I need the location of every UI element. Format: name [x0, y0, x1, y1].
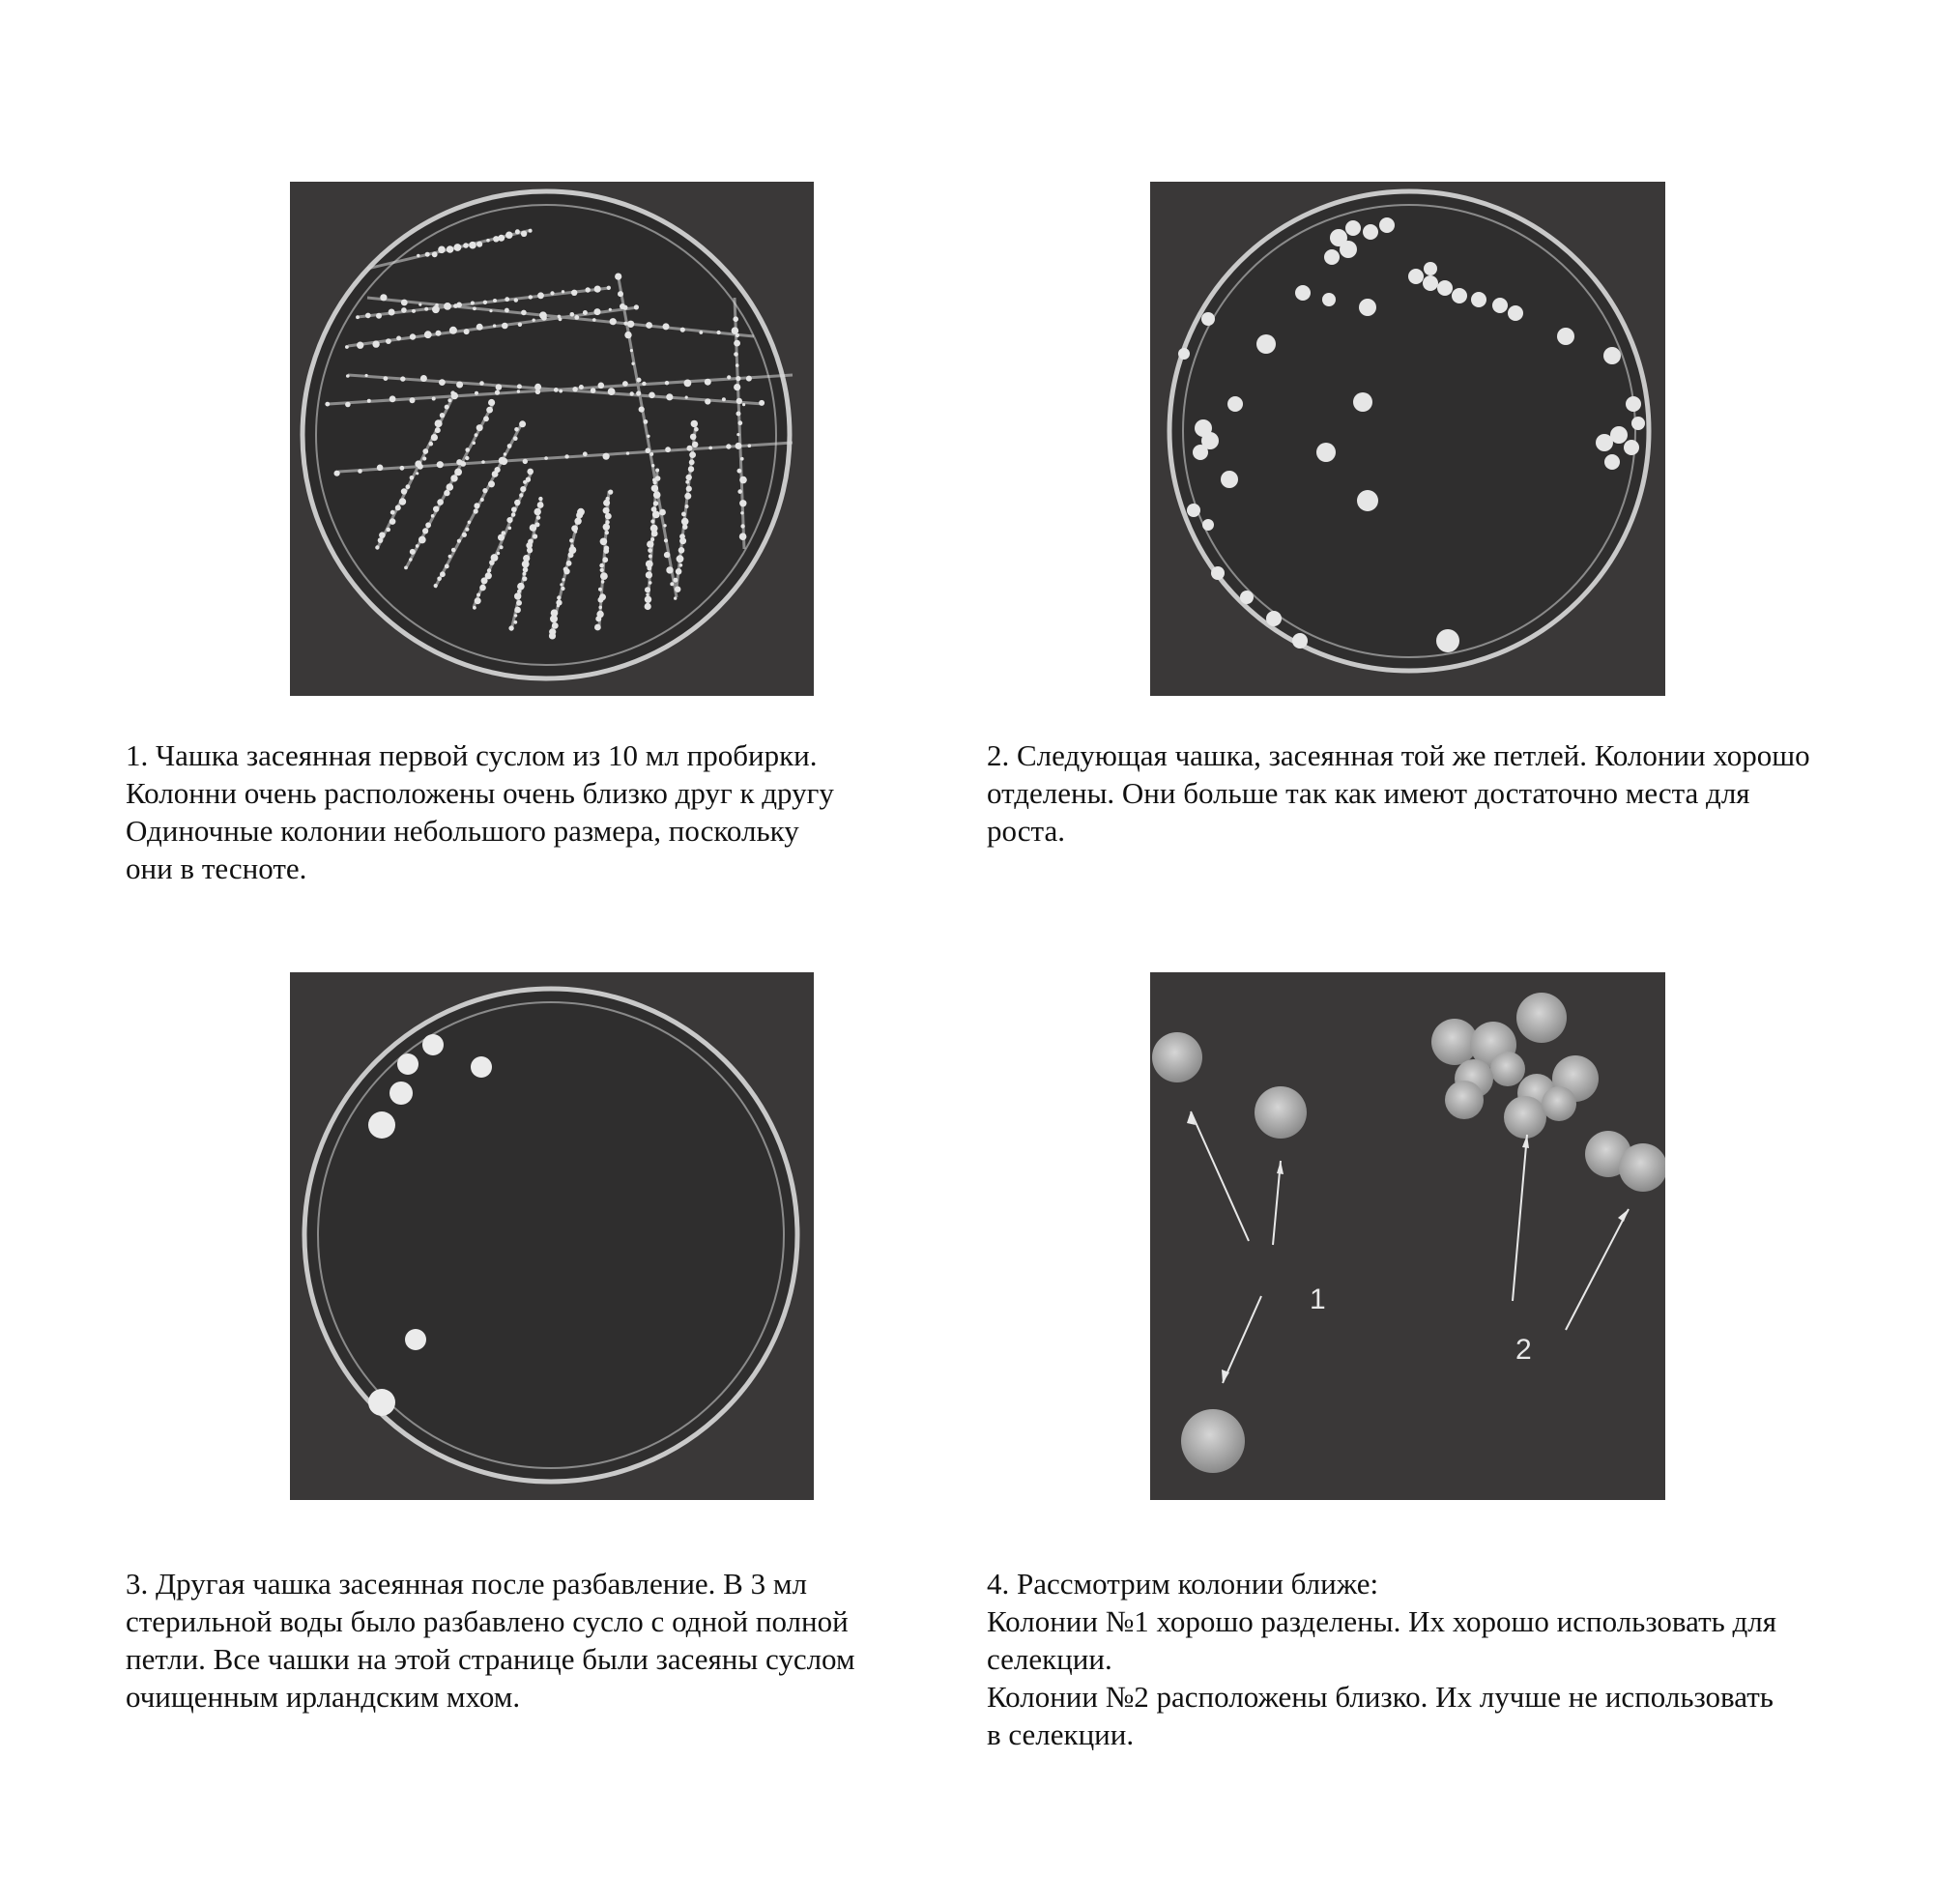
marker-label-2: 2: [1515, 1334, 1532, 1366]
caption-figure-1: [126, 736, 834, 887]
caption-line: Колонни очень расположены очень близко друг к другу: [126, 776, 834, 810]
caption-line: 1. Чашка засеянная первой суслом из 10 мл пробирки.: [126, 738, 818, 772]
caption-line: селекции.: [987, 1642, 1112, 1676]
photo-plate-3: [290, 972, 814, 1500]
photo-plate-1: [290, 182, 814, 696]
caption-line: в селекции.: [987, 1717, 1135, 1751]
caption-line: Одиночные колонии небольшого размера, поскольку: [126, 814, 799, 848]
caption-figure-3: [126, 1565, 855, 1716]
caption-line: они в тесноте.: [126, 851, 307, 885]
caption-figure-4: [987, 1565, 1776, 1753]
caption-line: Колонии №1 хорошо разделены. Их хорошо использовать для: [987, 1604, 1777, 1638]
petri-dish-streaked: [290, 182, 814, 696]
photo-plate-2: [1150, 182, 1665, 696]
caption-line: стерильной воды было разбавлено сусло с одной полной: [126, 1604, 849, 1638]
marker-label-1: 1: [1310, 1284, 1326, 1315]
caption-line: 3. Другая чашка засеянная после разбавление. В 3 мл: [126, 1567, 807, 1601]
caption-line: 4. Рассмотрим колонии ближе:: [987, 1567, 1379, 1601]
caption-line: роста.: [987, 814, 1065, 848]
caption-line: отделены. Они больше так как имеют достаточно места для: [987, 776, 1750, 810]
petri-dish-diluted: [290, 972, 814, 1500]
photo-closeup: [1150, 972, 1665, 1500]
caption-line: Колонии №2 расположены близко. Их лучше не использовать: [987, 1680, 1774, 1714]
caption-figure-2: [987, 736, 1810, 850]
colonies-closeup: [1150, 972, 1665, 1500]
caption-line: петли. Все чашки на этой странице были засеяны суслом: [126, 1642, 855, 1676]
caption-line: очищенным ирландским мхом.: [126, 1680, 521, 1714]
caption-line: 2. Следующая чашка, засеянная той же петлей. Колонии хорошо: [987, 738, 1810, 772]
petri-dish-separated: [1150, 182, 1665, 696]
